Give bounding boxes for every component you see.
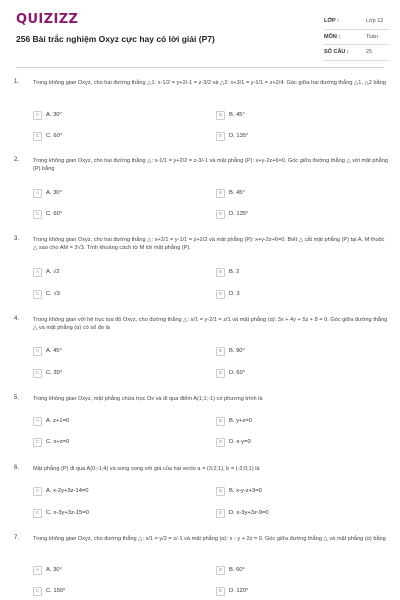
option-text: A. z+1=0	[46, 418, 70, 424]
option-letter-box: D	[216, 369, 225, 378]
option-a[interactable]	[33, 109, 203, 121]
option-text: C. √3	[46, 291, 60, 297]
option-a[interactable]	[33, 415, 203, 427]
question-text: Trong không gian Oxyz, cho hai đường thẳng △: x+2/1 = y-1/1 = z+2/2 và mặt phẳng (P): x+y-2z+6=0. Biết △ cắt mặt phẳng (P) tại A, M thuộc △ sao cho AM = 2√3. Tính khoảng cách từ M tới mặt phẳng (P).	[33, 237, 385, 252]
option-letter-box: C	[33, 210, 42, 219]
document-title: 256 Bài trắc nghiệm Oxyz cực hay có lời giải (P7)	[16, 34, 215, 44]
meta-label: SỐ CÂU :	[324, 49, 349, 56]
option-b[interactable]	[216, 187, 386, 199]
question-number: 5.	[14, 395, 20, 401]
option-text: A. x-2y+3z-14=0	[46, 488, 89, 494]
option-d[interactable]	[216, 130, 386, 142]
option-text: B. 90°	[229, 348, 245, 354]
question-number: 2.	[14, 157, 20, 163]
question-number: 7.	[14, 535, 20, 541]
option-b[interactable]	[216, 345, 386, 357]
option-letter-box: B	[216, 111, 225, 120]
option-text: D. x-y=0	[229, 439, 251, 445]
option-c[interactable]	[33, 208, 203, 220]
option-text: D. 60°	[229, 370, 246, 376]
option-letter-box: A	[33, 487, 42, 496]
option-letter-box: B	[216, 347, 225, 356]
meta-table	[324, 14, 390, 61]
option-c[interactable]	[33, 585, 203, 597]
option-text: C. x-3y+3z-15=0	[46, 510, 89, 516]
question-text: Trong không gian Oxyz, mặt phẳng chứa trục Ox và đi qua điểm A(1;1;-1) có phương trình là	[33, 396, 263, 402]
option-text: B. x-y-z+3=0	[229, 488, 262, 494]
meta-row-class	[324, 14, 390, 30]
option-text: D. 135°	[229, 211, 249, 217]
option-c[interactable]	[33, 130, 203, 142]
document-header	[0, 0, 400, 72]
question-text: Mặt phẳng (P) đi qua A(0;-1;4) và song song với giá của hai vecto a = (3;2;1), b = (-3;0;1) là	[33, 466, 260, 472]
option-letter-box: D	[216, 290, 225, 299]
option-b[interactable]	[216, 564, 386, 576]
option-a[interactable]	[33, 485, 203, 497]
question-text: Trong không gian với hệ trục tọa độ Oxyz, cho đường thẳng △: x/1 = y-2/1 = z/1 và mặt phẳng (α): 3x + 4y + 5z + 8 = 0. Góc giữa đường thẳng △ và mặt phẳng (α) có số đo là	[33, 317, 388, 332]
option-b[interactable]	[216, 109, 386, 121]
option-a[interactable]	[33, 564, 203, 576]
option-d[interactable]	[216, 585, 386, 597]
question-number: 4.	[14, 316, 20, 322]
option-text: C. 30°	[46, 370, 63, 376]
option-letter-box: C	[33, 290, 42, 299]
option-d[interactable]	[216, 436, 386, 448]
option-text: A. 45°	[46, 348, 62, 354]
question-text: Trong không gian Oxyz, cho hai đường thẳng △1: x-1/2 = y+2/-1 = z-3/2 và △2: x+3/1 = y-1/1 = z+2/4. Góc giữa hai đường thẳng △1, △2 bằng	[33, 80, 386, 86]
option-letter-box: C	[33, 132, 42, 141]
meta-label: LỚP :	[324, 18, 339, 25]
option-letter-box: A	[33, 111, 42, 120]
option-letter-box: C	[33, 587, 42, 596]
question-number: 3.	[14, 236, 20, 242]
option-text: C. 60°	[46, 211, 63, 217]
option-text: B. 45°	[229, 190, 245, 196]
option-b[interactable]	[216, 485, 386, 497]
option-text: B. 60°	[229, 567, 245, 573]
option-d[interactable]	[216, 288, 386, 300]
option-c[interactable]	[33, 436, 203, 448]
meta-value: Lớp 12	[366, 18, 384, 25]
option-letter-box: D	[216, 210, 225, 219]
option-c[interactable]	[33, 367, 203, 379]
option-letter-box: C	[33, 369, 42, 378]
option-text: A. 30°	[46, 112, 62, 118]
question-number: 6.	[14, 465, 20, 471]
option-letter-box: C	[33, 509, 42, 518]
question-text: Trong không gian Oxyz, cho hai đường thẳng △: x-1/1 = y+2/2 = z-3/-1 và mặt phẳng (P): x+y-2z+6=0. Góc giữa đường thẳng △ với mặt phẳng (P) bằng	[33, 158, 388, 173]
option-text: D. 120°	[229, 588, 249, 594]
header-divider	[16, 67, 384, 68]
option-letter-box: A	[33, 566, 42, 575]
option-letter-box: A	[33, 347, 42, 356]
option-a[interactable]	[33, 266, 203, 278]
option-text: D. x-3y+3z-9=0	[229, 510, 269, 516]
option-text: A. 30°	[46, 190, 62, 196]
meta-row-count	[324, 45, 390, 61]
option-letter-box: D	[216, 509, 225, 518]
option-d[interactable]	[216, 208, 386, 220]
option-letter-box: D	[216, 587, 225, 596]
option-text: C. x+z=0	[46, 439, 70, 445]
option-text: B. 2	[229, 269, 240, 275]
meta-row-subject	[324, 30, 390, 46]
option-text: A. √2	[46, 269, 60, 275]
option-c[interactable]	[33, 507, 203, 519]
option-letter-box: A	[33, 417, 42, 426]
option-d[interactable]	[216, 507, 386, 519]
option-d[interactable]	[216, 367, 386, 379]
option-letter-box: C	[33, 438, 42, 447]
option-a[interactable]	[33, 187, 203, 199]
option-b[interactable]	[216, 415, 386, 427]
option-letter-box: B	[216, 566, 225, 575]
option-letter-box: D	[216, 438, 225, 447]
option-text: A. 30°	[46, 567, 62, 573]
option-text: B. 45°	[229, 112, 245, 118]
option-letter-box: D	[216, 132, 225, 141]
option-letter-box: B	[216, 268, 225, 277]
meta-label: MÔN :	[324, 33, 341, 40]
meta-value: 25	[366, 49, 373, 56]
option-letter-box: A	[33, 189, 42, 198]
quizizz-logo: QUIZIZZ	[16, 12, 79, 27]
option-letter-box: A	[33, 268, 42, 277]
option-text: C. 150°	[46, 588, 66, 594]
question-number: 1.	[14, 79, 20, 85]
meta-value: Toán	[366, 33, 378, 40]
option-letter-box: B	[216, 189, 225, 198]
option-text: B. y+z=0	[229, 418, 252, 424]
option-a[interactable]	[33, 345, 203, 357]
question-text: Trong không gian Oxyz, cho đường thẳng △: x/1 = y/2 = z/-1 và mặt phẳng (α): x - y + 2z = 0. Góc giữa đường thẳng △ và mặt phẳng (α) bằng	[33, 536, 386, 542]
option-letter-box: B	[216, 417, 225, 426]
option-text: D. 135°	[229, 133, 249, 139]
option-text: C. 60°	[46, 133, 63, 139]
option-b[interactable]	[216, 266, 386, 278]
option-text: D. 3	[229, 291, 240, 297]
option-c[interactable]	[33, 288, 203, 300]
option-letter-box: B	[216, 487, 225, 496]
